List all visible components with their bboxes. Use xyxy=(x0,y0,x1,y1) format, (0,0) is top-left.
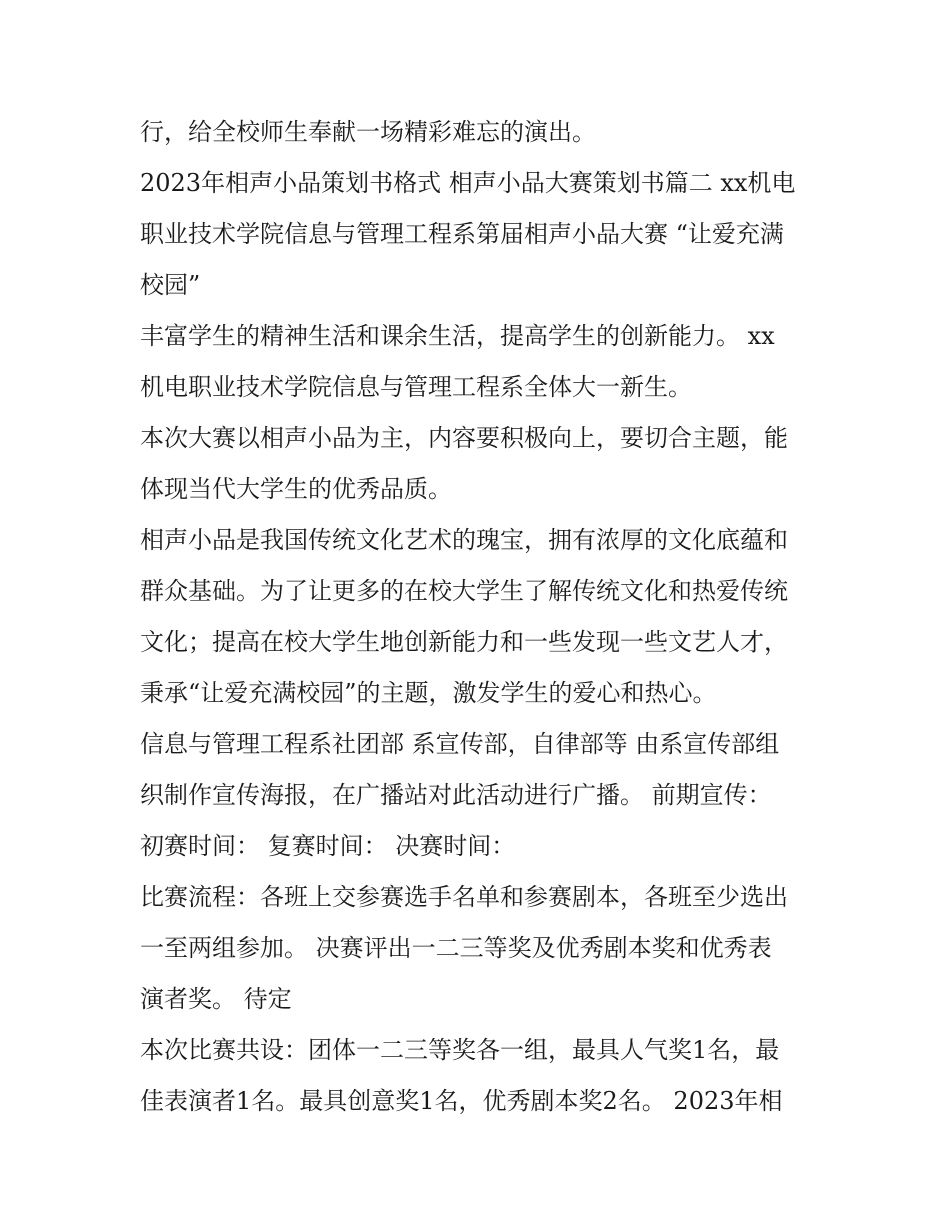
text-line: 机电职业技术学院信息与管理工程系全体大一新生。 xyxy=(140,373,692,401)
text-line: 相声小品是我国传统文化艺术的瑰宝，拥有浓厚的文化底蕴和 xyxy=(140,526,788,554)
text-line: 职业技术学院信息与管理工程系第届相声小品大赛 “让爱充满 xyxy=(140,220,784,248)
text-line: 织制作宣传海报，在广播站对此活动进行广播。 前期宣传： xyxy=(140,781,772,809)
text-line: 初赛时间： 复赛时间： 决赛时间： xyxy=(140,832,516,860)
text-line: 校园” xyxy=(140,271,201,299)
text-line: 文化；提高在校大学生地创新能力和一些发现一些文艺人才， xyxy=(140,628,788,656)
text-line: 群众基础。为了让更多的在校大学生了解传统文化和热爱传统 xyxy=(140,577,788,605)
text-line: 秉承“让爱充满校园”的主题，激发学生的爱心和热心。 xyxy=(140,679,717,707)
text-line: 比赛流程：各班上交参赛选手名单和参赛剧本，各班至少选出 xyxy=(140,883,788,911)
text-line: 佳表演者1名。最具创意奖1名，优秀剧本奖2名。 2023年相 xyxy=(140,1087,783,1115)
text-line: 本次大赛以相声小品为主，内容要积极向上，要切合主题，能 xyxy=(140,424,788,452)
text-line: 2023年相声小品策划书格式 相声小品大赛策划书篇二 xx机电 xyxy=(140,169,796,197)
text-line: 演者奖。 待定 xyxy=(140,985,292,1013)
text-line: 丰富学生的精神生活和课余生活，提高学生的创新能力。 xx xyxy=(140,322,775,350)
document-body xyxy=(140,107,812,1127)
text-line: 行，给全校师生奉献一场精彩难忘的演出。 xyxy=(140,118,596,146)
text-line: 本次比赛共设：团体一二三等奖各一组，最具人气奖1名，最 xyxy=(140,1036,780,1064)
text-line: 信息与管理工程系社团部 系宣传部，自律部等 由系宣传部组 xyxy=(140,730,780,758)
text-line: 体现当代大学生的优秀品质。 xyxy=(140,475,452,503)
text-line: 一至两组参加。 决赛评出一二三等奖及优秀剧本奖和优秀表 xyxy=(140,934,772,962)
